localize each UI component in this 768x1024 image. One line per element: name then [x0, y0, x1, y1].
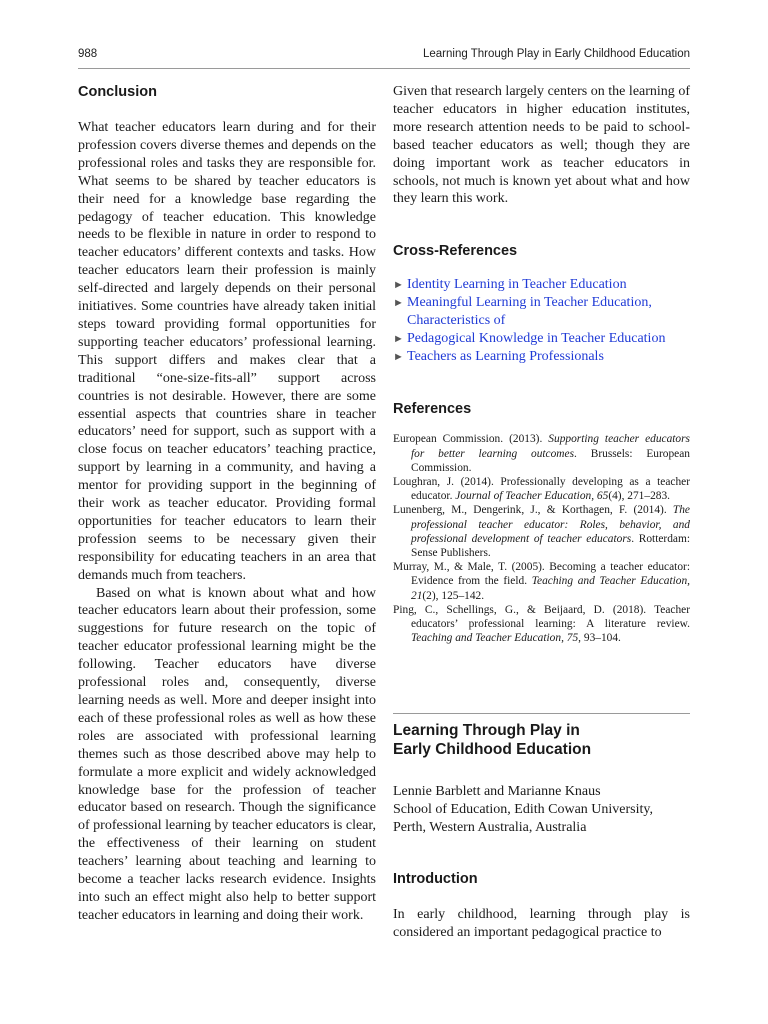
cross-reference-link[interactable]: ► Identity Learning in Teacher Education: [393, 277, 627, 293]
conclusion-paragraph-3: Given that research largely centers on the learning of teacher educators in higher education institutes, more research attention needs to be paid to school-based teacher educators as well; though they are doing important work as teacher educators in schools, not much is known yet about what and how they learn this work.: [393, 84, 690, 207]
reference-entry: Loughran, J. (2014). Professionally developing as a teacher educator. Journal of Teacher Education, 65(4), 271–283.: [393, 475, 690, 503]
cross-reference-link[interactable]: ► Pedagogical Knowledge in Teacher Education: [393, 331, 666, 347]
chapter-divider: [393, 713, 690, 714]
left-column: [78, 83, 376, 925]
cross-reference-link[interactable]: ► Teachers as Learning Professionals: [393, 349, 604, 365]
affiliation: School of Education, Edith Cowan University,: [393, 802, 653, 817]
conclusion-heading: Conclusion: [78, 84, 157, 100]
right-column: [393, 83, 690, 645]
reference-entry: European Commission. (2013). Supporting teacher educators for better learning outcomes. Brussels: European Commission.: [393, 433, 690, 474]
triangle-right-icon: ►: [393, 351, 404, 364]
chapter-title: Learning Through Play in Early Childhood Education: [393, 722, 592, 758]
triangle-right-icon: ►: [393, 333, 404, 346]
introduction-paragraph: In early childhood, learning through play is considered an important pedagogical practice to: [393, 907, 690, 940]
reference-entry: Lunenberg, M., Dengerink, J., & Korthagen, F. (2014). The professional teacher educator: Roles, behavior, and professional development of teacher educators. Rotterdam: Sense Publishers.: [393, 504, 690, 559]
cross-references-heading: Cross-References: [393, 243, 518, 260]
chapter-start: [393, 721, 690, 942]
conclusion-paragraph-1: What teacher educators learn during and for their profession covers diverse themes and depends on the professional roles and tasks they are responsible for. What seems to be shared by teacher educators is their need for a knowledge base regarding the pedagogy of teacher education. This knowledge needs to be flexible in nature in order to respond to teacher educators’ different contexts and tasks. How teacher educators learn their profession is mainly self-directed and largely depends on their personal initiatives. Some countries have already taken initial steps toward providing formal opportunities for supporting teacher educators’ professional learning. This support differs and makes clear that a traditional “one-size-fits-all” support across countries is not desirable. However, there are some essential aspects that countries share in teacher educators’ need for support, such as support with a close focus on teacher educators’ teaching practice, support by learning in a community, and having a mentor for providing support in the beginning of their work as teacher educator. Providing formal opportunities for teacher educators to learn their profession seems to be necessary given their responsibility for educating teachers in an area that demands much from teachers.: [78, 120, 376, 583]
affiliation: Perth, Western Australia, Australia: [393, 820, 587, 835]
triangle-right-icon: ►: [393, 279, 404, 292]
cross-reference-link[interactable]: ► Meaningful Learning in Teacher Education, Characteristics of: [393, 295, 652, 329]
page-number: 988: [78, 48, 98, 60]
reference-entry: Ping, C., Schellings, G., & Beijaard, D. (2018). Teacher educators’ professional learning: A literature review. Teaching and Teacher Education, 75, 93–104.: [393, 603, 690, 645]
header-rule: [78, 68, 690, 69]
running-header: [78, 48, 690, 66]
introduction-heading: Introduction: [393, 871, 478, 887]
triangle-right-icon: ►: [393, 297, 404, 310]
conclusion-paragraph-2: Based on what is known about what and how teacher educators learn about their profession, some suggestions for future research on the topic of teacher educator professional learning might be the following. Teacher educators have diverse professional roles and, consequently, diverse learning needs as well. More and deeper insight into each of these professional roles as well as how these roles are associated with professional learning themes such as those described above may help to formulate a more explicit and widely acknowledged knowledge base for the profession of teacher educator based on research. Though the significance of professional learning by teacher educators is clear, the effectiveness of their learning on student teachers’ learning about teaching and learning to become a teacher lacks research evidence. Insights into such an effect might also help to better support teacher educators in learning and doing their work.: [78, 585, 376, 923]
reference-entry: Murray, M., & Male, T. (2005). Becoming a teacher educator: Evidence from the field. Teaching and Teacher Education, 21(2), 125–142.: [393, 561, 691, 602]
references-heading: References: [393, 401, 472, 418]
running-title: Learning Through Play in Early Childhood Education: [422, 48, 690, 60]
reference-list: [393, 432, 690, 645]
cross-reference-list: [393, 276, 690, 366]
chapter-authors: Lennie Barblett and Marianne Knaus School of Education, Edith Cowan University, Perth, Western Australia, Australia: [393, 783, 690, 837]
